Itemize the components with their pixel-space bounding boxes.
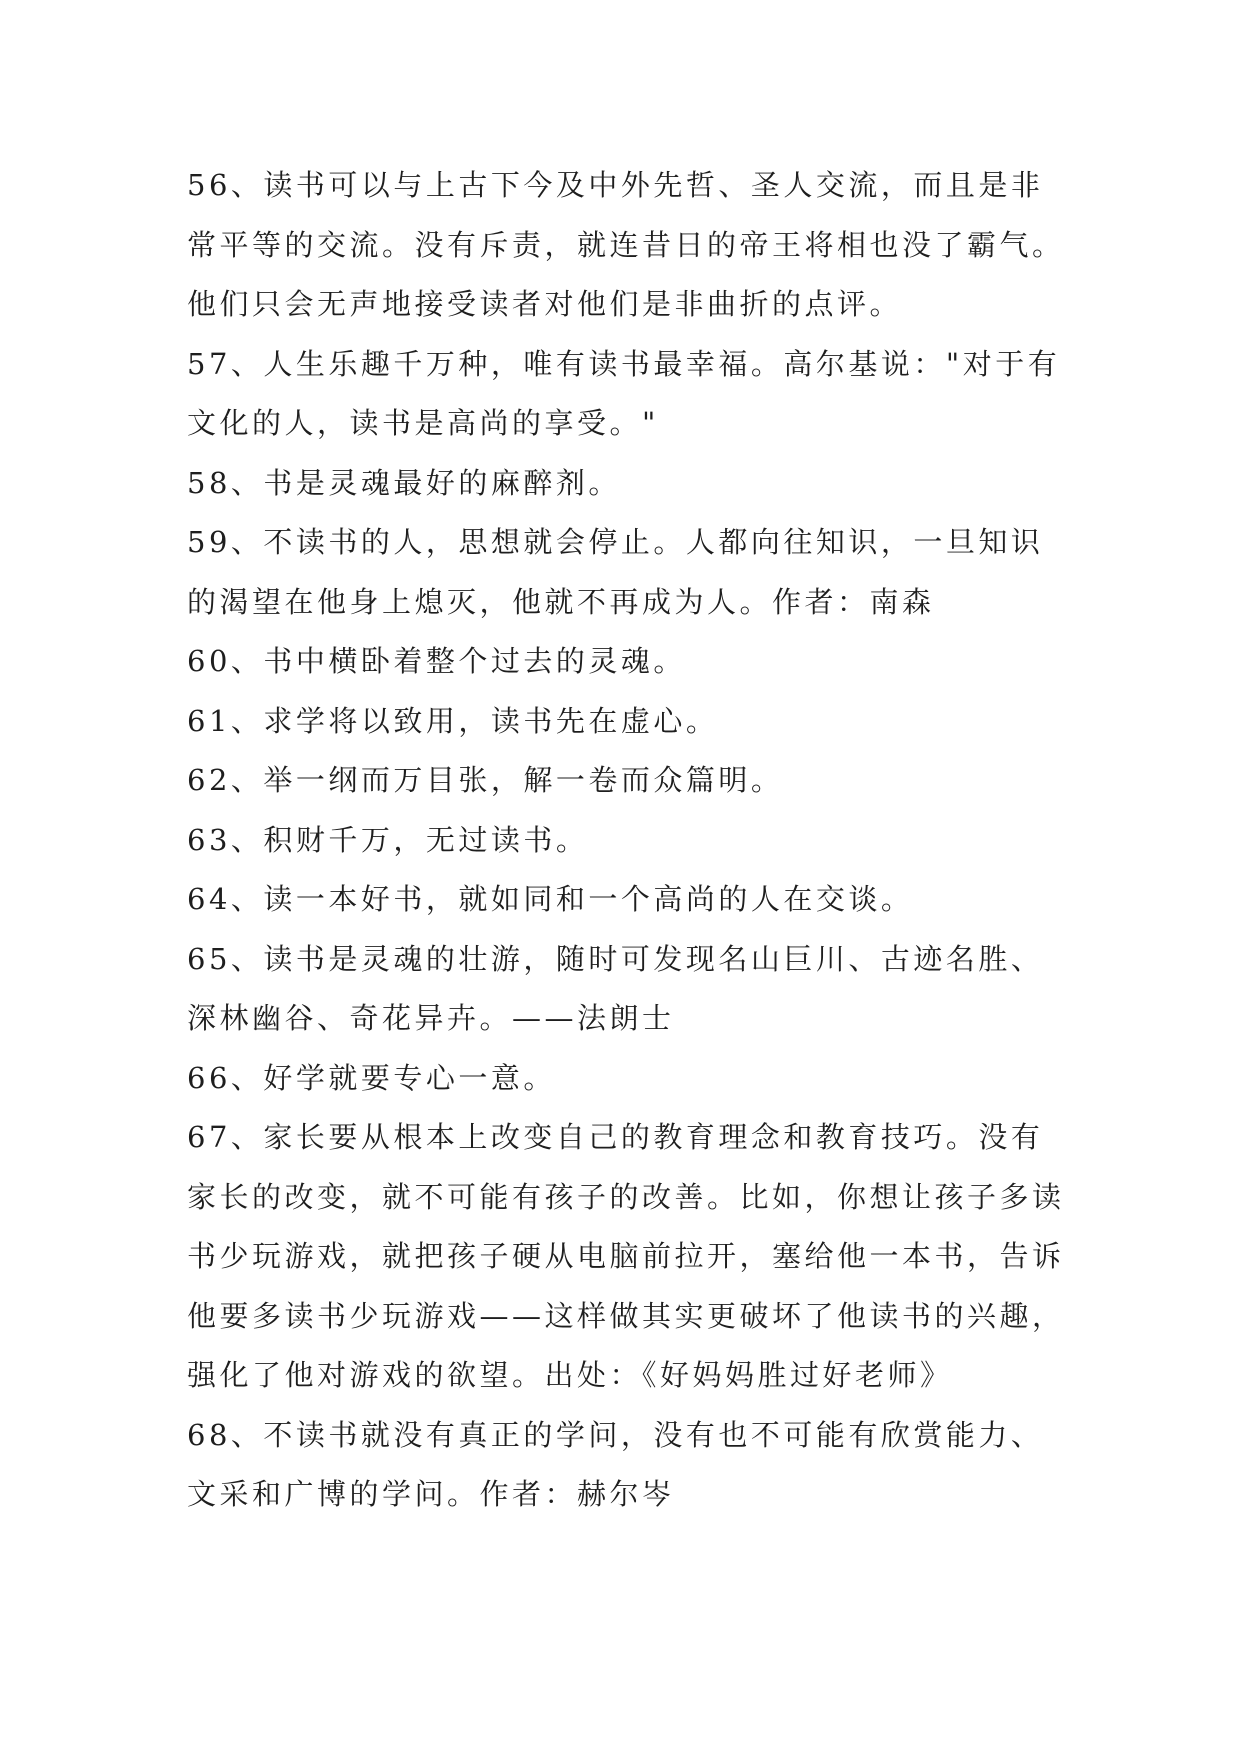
quote-entry-57: 57、人生乐趣千万种，唯有读书最幸福。高尔基说："对于有文化的人，读书是高尚的享受。" — [187, 346, 1061, 440]
quote-entry-65: 65、读书是灵魂的壮游，随时可发现名山巨川、古迹名胜、深林幽谷、奇花异卉。——法朗士 — [187, 941, 1044, 1035]
quote-entry-68: 68、不读书就没有真正的学问，没有也不可能有欣赏能力、文采和广博的学问。作者：赫尔岑 — [187, 1417, 1044, 1511]
quote-entry-59: 59、不读书的人，思想就会停止。人都向往知识，一旦知识的渴望在他身上熄灭，他就不再成为人。作者：南森 — [187, 525, 1044, 619]
quote-entry-64: 64、读一本好书，就如同和一个高尚的人在交谈。 — [187, 882, 914, 916]
quote-entry-56: 56、读书可以与上古下今及中外先哲、圣人交流，而且是非常平等的交流。没有斥责，就连昔日的帝王将相也没了霸气。他们只会无声地接受读者对他们是非曲折的点评。 — [187, 168, 1065, 321]
quote-entry-67: 67、家长要从根本上改变自己的教育理念和教育技巧。没有家长的改变，就不可能有孩子的改善。比如，你想让孩子多读书少玩游戏，就把孩子硬从电脑前拉开，塞给他一本书，告诉他要多读书少玩游戏——这样做其实更破坏了他读书的兴趣，强化了他对游戏的欲望。出处：《好妈妈胜过好老师》 — [187, 1120, 1065, 1392]
quote-entry-61: 61、求学将以致用，读书先在虚心。 — [187, 703, 719, 738]
quote-entry-63: 63、积财千万，无过读书。 — [187, 822, 589, 857]
quote-entry-66: 66、好学就要专心一意。 — [187, 1060, 556, 1095]
quote-entry-62: 62、举一纲而万目张，解一卷而众篇明。 — [187, 763, 784, 797]
quote-entry-58: 58、书是灵魂最好的麻醉剂。 — [187, 465, 621, 500]
quote-entry-60: 60、书中横卧着整个过去的灵魂。 — [187, 644, 686, 678]
document-page — [187, 156, 1067, 1525]
